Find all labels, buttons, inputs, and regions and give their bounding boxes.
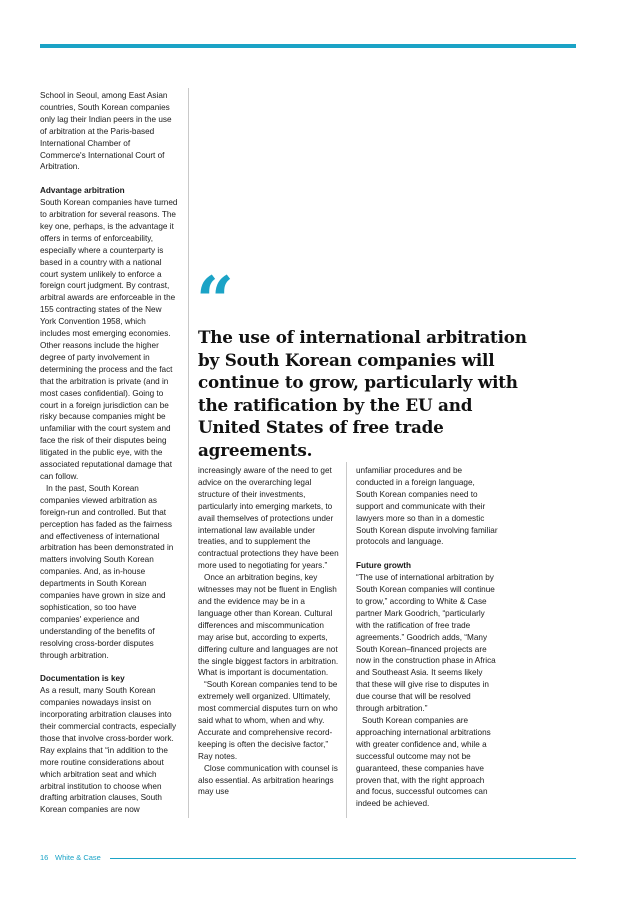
quote-mark-icon: “: [196, 262, 234, 340]
paragraph: In the past, South Korean companies viewed arbitration as foreign-run and controlled. But that perception has faded as the fairness and effectiveness of international arbitration has been demonstrated in matters involving South Korean companies. And, as in-house departments in South Korean companies have grown in size and sophistication, so too have companies' experience and understanding of the benefits of resolving cross-border disputes through arbitration.: [40, 483, 174, 660]
footer-brand: White & Case: [55, 853, 101, 862]
column-divider: [346, 462, 347, 818]
paragraph: Once an arbitration begins, key witnesses may not be fluent in English and the evidence may be in a language other than Korean. Cultural differences and miscommunication may arise but, according to experts, differing culture and languages are not the single biggest factors in arbitration. What is important is documentation.: [198, 573, 339, 678]
column-divider: [188, 88, 189, 818]
pull-quote: The use of international arbitration by South Korean companies will continue to grow, particularly with the ratification by the EU and United States of free trade agreements.: [198, 327, 527, 460]
paragraph: “South Korean companies tend to be extremely well organized. Ultimately, most commercial disputes turn on who said what to whom, when and why. Accurate and comprehensive record-keeping is often the decisive factor,” Ray notes.: [198, 680, 338, 761]
paragraph: Close communication with counsel is also essential. As arbitration hearings may use: [198, 763, 338, 797]
paragraph: School in Seoul, among East Asian countries, South Korean companies only lag their Indian peers in the use of arbitration at the Paris-based International Chamber of Commerce's International Court of Arbitration.: [40, 91, 172, 172]
paragraph: “The use of international arbitration by South Korean companies will continue to grow,” according to White & Case partner Mark Goodrich, “particularly with the ratification of free trade agreements.” Goodrich adds, “Many South Korean–financed projects are now in the construction phase in Africa and Southeast Asia. It seems likely that these will give rise to disputes in due course that will be resolved through arbitration.”: [356, 573, 496, 714]
header-rule: [40, 44, 576, 48]
paragraph: increasingly aware of the need to get advice on the overarching legal structure of their investments, particularly into emerging markets, to avail themselves of protections under international law available under treaties, and to supplement the contractual protections they have been more used to negotiating for years.”: [198, 466, 339, 571]
column-right: [356, 465, 498, 810]
subheading-future-growth: Future growth: [356, 561, 412, 571]
paragraph: unfamiliar procedures and be conducted in a foreign language, South Korean companies need to support and communicate with their lawyers more so than in a domestic South Korean dispute involving familiar protocols and language.: [356, 466, 498, 547]
paragraph: South Korean companies have turned to arbitration for several reasons. The key one, perhaps, is the advantage it offers in terms of enforceability, especially where a counterparty is based in a country with a national court system unlikely to enforce a foreign court judgment. By contrast, arbitral awards are enforceable in the 155 contracting states of the New York Convention 1958, which includes most emerging economies. Other reasons include the higher degree of party involvement in determining the process and the fact that the arbitration is private (and in most cases confidential). Going to court in a foreign jurisdiction can be risky because companies might be unfamiliar with the court system and face the risk of their disputes being litigated in the public eye, with the associated reputational damage that can follow.: [40, 198, 178, 481]
footer-rule: [110, 858, 576, 859]
column-middle: [198, 465, 340, 798]
page-number: 16: [40, 853, 49, 862]
column-left: [40, 90, 178, 816]
subheading-advantage-arbitration: Advantage arbitration: [40, 186, 125, 196]
paragraph: As a result, many South Korean companies nowadays insist on incorporating arbitration clauses into their commercial contracts, especially those that involve cross-border work. Ray explains that “in addition to the more routine considerations about which arbitration seat and which arbitral institution to choose when drafting arbitration clauses, South Korean companies are now: [40, 686, 177, 815]
paragraph: South Korean companies are approaching international arbitrations with greater confidence and, while a successful outcome may not be guaranteed, these companies have proven that, with the right approach and focus, successful outcomes can indeed be achieved.: [356, 716, 491, 809]
subheading-documentation-is-key: Documentation is key: [40, 674, 125, 684]
